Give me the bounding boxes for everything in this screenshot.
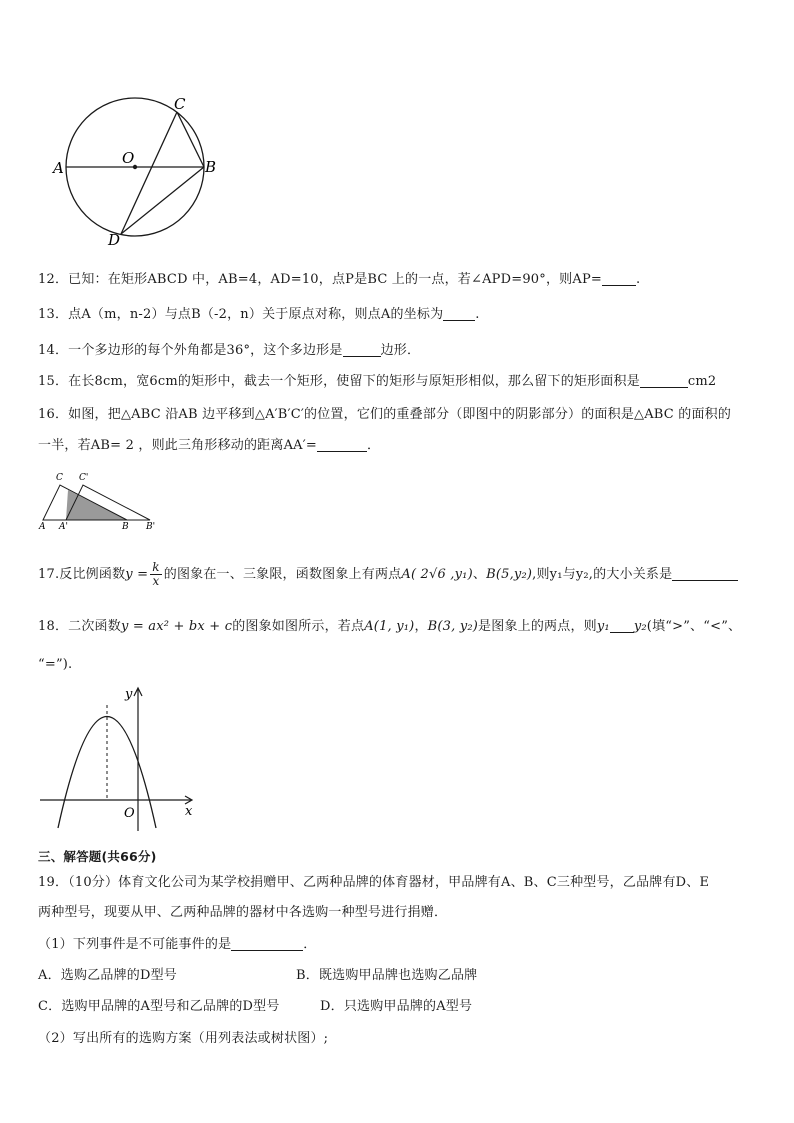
label-o: O (122, 149, 135, 167)
q18-fill-hint: (填“>”、“<”、 (646, 619, 742, 634)
question-18-line-1 (38, 617, 741, 637)
label-y-axis: y (125, 687, 133, 702)
q17-suffix: ,则y₁与y₂,的大小关系是 (532, 567, 673, 582)
q18-point-a: A(1, y₁) (364, 619, 415, 634)
q19-sub2: （2）写出所有的选购方案（用列表法或树状图）; (38, 1031, 329, 1046)
q17-lhs: y = (125, 567, 149, 582)
question-16-line-2 (38, 436, 380, 456)
q17-fraction (150, 561, 161, 588)
q19-line1: 19．（10分）体育文化公司为某学校捐赠甲、乙两种品牌的体育器材，甲品牌有A、B、C三种型号，乙品牌有D、E (38, 875, 710, 890)
q12-end: . (636, 272, 641, 287)
label-x-axis: x (185, 804, 193, 819)
option-d: D．只选购甲品牌的A型号 (320, 999, 473, 1014)
question-19-line-1 (38, 873, 709, 893)
question-19-option-c (38, 997, 280, 1017)
q14-end: 边形． (380, 343, 421, 358)
q18-mid2: 是图象上的两点，则 (478, 619, 597, 634)
q17-fraction-denominator: x (152, 574, 160, 588)
q14-answer-blank[interactable] (343, 342, 381, 357)
q18-answer-blank[interactable] (610, 618, 634, 633)
q13-end: . (475, 307, 480, 322)
q17-separator: 、 (472, 567, 487, 582)
question-19-option-a (38, 966, 177, 986)
q15-end: cm2 (687, 374, 717, 389)
q14-text: 14．一个多边形的每个外角都是36°，这个多边形是 (38, 343, 343, 358)
option-c: C．选购甲品牌的A型号和乙品牌的D型号 (38, 999, 280, 1014)
option-a: A．选购乙品牌的D型号 (38, 968, 178, 983)
question-16-line-1 (38, 405, 731, 425)
q19-sub1: （1）下列事件是不可能事件的是 (38, 937, 232, 952)
q18-middle: 的图象如图所示，若点 (232, 619, 365, 634)
label-a-prime: A' (59, 522, 68, 530)
q17-answer-blank[interactable] (672, 566, 738, 581)
section-3-title: 三、解答题(共66分) (38, 849, 157, 864)
q13-answer-blank[interactable] (443, 306, 475, 321)
question-13 (38, 305, 480, 325)
q16-end: ． (367, 438, 381, 453)
triangle-translation-figure (35, 468, 165, 530)
q18-prefix: 18．二次函数 (38, 619, 121, 634)
q17-middle: 的图象在一、三象限，函数图象上有两点 (163, 567, 402, 582)
q16-line1: 16．如图，把△ABC 沿AB 边平移到△A′B′C′的位置，它们的重叠部分（即图中的阴影部分）的面积是△ABC 的面积的 (38, 407, 732, 422)
parabola-figure (35, 683, 200, 833)
question-19-sub-1 (38, 935, 316, 955)
question-19-option-d (320, 997, 472, 1017)
q19-sub1-answer-blank[interactable] (231, 936, 303, 951)
label-b: B (122, 522, 129, 530)
question-19-sub-2 (38, 1029, 328, 1049)
q17-point-b: B(5,y₂) (486, 567, 533, 582)
q15-answer-blank[interactable] (640, 373, 688, 388)
q18-point-b: B(3, y₂) (427, 619, 479, 634)
label-b-prime: B' (146, 522, 156, 530)
question-15 (38, 372, 716, 392)
label-b: B (205, 158, 217, 176)
label-a: A (39, 522, 46, 530)
q18-function: y = ax² + bx + c (120, 619, 233, 634)
q16-line2: 一半，若AB= 2 ，则此三角形移动的距离AA′= (38, 438, 317, 453)
q13-text: 13．点A（m，n-2）与点B（-2，n）关于原点对称，则点A的坐标为 (38, 307, 444, 322)
q16-answer-blank[interactable] (317, 437, 367, 452)
label-c: C (174, 95, 186, 113)
q18-comma: ， (414, 619, 428, 634)
label-a: A (53, 159, 64, 177)
q17-point-a: A( 2√6 ,y₁) (401, 567, 473, 582)
question-12 (38, 270, 640, 290)
q15-text: 15．在长8cm，宽6cm的矩形中，截去一个矩形，使留下的矩形与原矩形相似，那么留下的矩形面积是 (38, 374, 640, 389)
q12-answer-blank[interactable] (602, 271, 636, 286)
label-c: C (56, 473, 63, 483)
q17-fraction-numerator: k (152, 560, 160, 574)
circle-figure (45, 88, 235, 253)
q19-line2: 两种型号，现要从甲、乙两种品牌的器材中各选购一种型号进行捐赠． (38, 905, 448, 920)
q19-sub1-end: ． (303, 937, 317, 952)
label-d: D (108, 231, 121, 249)
question-18-line-2 (38, 655, 72, 675)
option-b: B．既选购甲品牌也选购乙品牌 (296, 968, 478, 983)
label-origin: O (124, 806, 135, 821)
q12-text: 12．已知：在矩形ABCD 中，AB=4，AD=10，点P是BC 上的一点，若∠APD=90°，则AP= (38, 272, 603, 287)
q17-prefix: 17.反比例函数 (38, 567, 126, 582)
question-17 (38, 560, 738, 590)
question-19-line-2 (38, 903, 447, 923)
q18-y2: y₂ (633, 619, 647, 634)
question-14 (38, 341, 420, 361)
q18-y1: y₁ (596, 619, 610, 634)
q18-line2: “=”). (38, 657, 73, 672)
question-19-option-b (296, 966, 477, 986)
label-c-prime: C' (79, 473, 89, 483)
